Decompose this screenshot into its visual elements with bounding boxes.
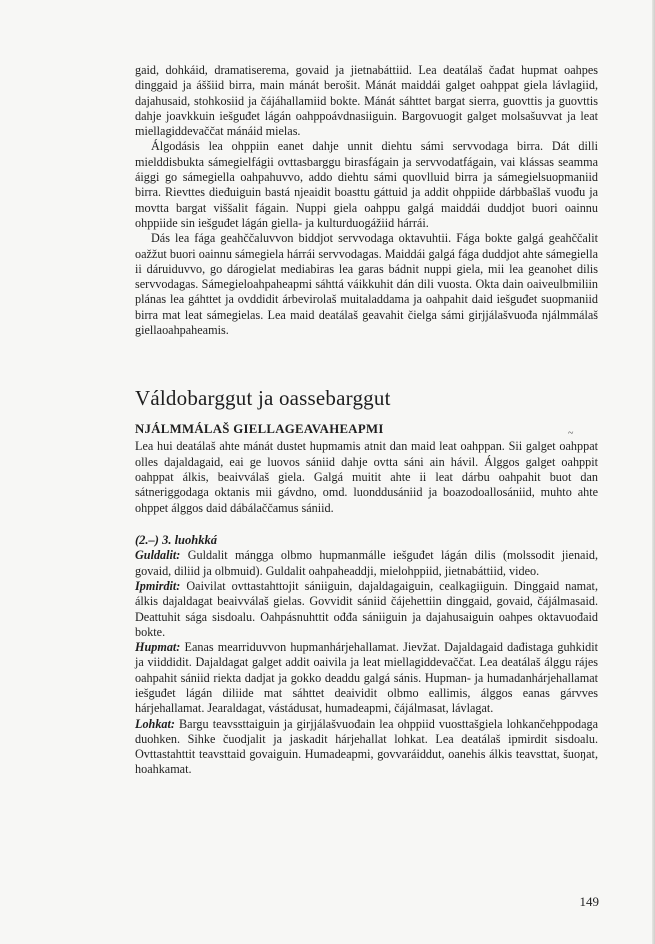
subsection-paragraph: Lea hui deatálaš ahte mánát dustet hupmamis atnit dan maid leat oahppan. Sii galget oahppat olles dajaldagaid, eai ge luovos sániid dahje ovtta sáni ain hávil. Álggos galget oahppit oahppat álkis, beaivválaš giela. Galgá muitit ahte ii leat dárbu oahpahit buot dan sátneriggodaga oktanis mii gávdno, omd. luonddusániid ja boazodoallosániid, muhto ahte ohppet álggos daid dábálaččamus sániid. [135, 439, 598, 515]
term-paragraph-guldalit [135, 548, 598, 579]
term-text: Oaivilat ovttastahttojit sániiguin, dajaldagaiguin, cealkagiiguin. Dinggaid namat, álkis dajaldagat beaivválaš gielas. Govvidit sániid čájehettiin dinggaid, govaid, čájálmasaid. Deattuhit sága sisdoalu. Oahpásnuhttit ođđa sániiguin ja dajahusaiguin oahpes oktavuođaid bokte. [135, 578, 598, 639]
term-text: Bargu teavssttaiguin ja girjjálašvuođain lea ohppiid vuosttašgiela lohkančehppodaga duohken. Sihke čuodjalit ja jaskadit hárjehallat lohkat. Lea deatálaš ipmirdit sisdoalu. Ovttastahttit teavsttaid govaiguin. Humadeapmi, govvaráiddut, oanehis álkis teavsttat, šuoŋat, hoahkamat. [135, 716, 598, 777]
term-paragraph-lohkat [135, 717, 598, 778]
page-body [135, 63, 598, 778]
page-number: 149 [579, 894, 599, 909]
term-paragraph-hupmat [135, 640, 598, 716]
term-paragraph-ipmirdit [135, 579, 598, 640]
intro-paragraph-2: Álgodásis lea ohppiin eanet dahje unnit diehtu sámi servvodaga birra. Dát dilli mielddisbukta sámegielfágii ovttasbarggu birasfágain ja servvodatfágain, vai klássas seamma áiggi go sámegiella oahpahuvvo, addo diehtu sámi quovlluid birra ja sámegielsuopmaniid birra. Rievttes dieđuiguin bastá njeaidit boasttu gáttuid ja addit ohppiide dárbbašlaš vuođu ja movtta bargat viššalit fágain. Nuppi giela oahppu galgá maiddái duddjot buori oainnu ohppiide sin iešguđet lágán giella- ja kulturduogážiid hárrái. [135, 139, 598, 230]
term-text: Eanas mearriduvvon hupmanhárjehallamat. Jievžat. Dajaldagaid dađistaga guhkidit ja viiddidit. Dajaldagat galget addit oaivila ja leat miellagiddevaččat. Lea deatálaš álggu rájes oahpahit sániid riekta dadjat ja gokko deaddu galgá sánis. Hupman- ja humadanhárjehallamat iešguđet lágán diliide mat sáhttet deaividit olbmo eallimis, álggos eanas gárvves hárjehallamat. Jearaldagat, vástádusat, humadeapmi, čájálmasat, lávlagat. [135, 640, 598, 716]
term-label: Hupmat: [135, 640, 181, 655]
subsection-title: NJÁLMMÁLAŠ GIELLAGEAVAHEAPMI [135, 422, 384, 437]
grade-heading: (2.–) 3. luohkká [135, 532, 217, 547]
term-text: Guldalit mángga olbmo hupmanmálle iešguđet lágán dilis (molssodit jienaid, govaid, diliid ja olbmuid). Guldalit oahpaheaddji, mielohppiid, jietnabáttiid, video. [135, 548, 598, 578]
intro-paragraph-3: Dás lea fága geahččaluvvon biddjot servvodaga oktavuhtii. Fága bokte galgá geahččalit oažžut buori oainnu sámegiela hárrái servvodagas. Maiddái galgá fága duddjot ahte sámegiella ii dáruiduvvo, go dárogielat mediabiras lea garas bádnit nuppi giela, mii lea geanohet dilis servvodagas. Sámegieloahpaheapmi sáhttá váikkuhit dán dili vuosta. Okta dain oaiveulbmiliin plánas lea gáhttet ja ovddidit árbevirolaš muitaladdama ja oahpahit daid iešguđet suopmaniid birra mat leat sámegielas. Lea maid deatálaš geavahit čielga sámi girjjálašvuođa njálmmálaš giellaoahpaheamis. [135, 231, 598, 338]
term-label: Lohkat: [135, 716, 175, 731]
term-label: Guldalit: [135, 548, 181, 563]
term-label: Ipmirdit: [135, 578, 181, 593]
section-title: Váldobarggut ja oassebarggut [135, 386, 391, 411]
margin-pencil-mark: ~ [568, 428, 574, 439]
intro-paragraph-1: gaid, dohkáid, dramatiserema, govaid ja jietnabáttiid. Lea deatálaš čađat hupmat oahpes dinggaid ja áššiid birra, main mánát berošit. Mánát maiddái galget oahppat giela lávlagiid, dajahusaid, stohkosiid ja čájáhallamiid bokte. Mánát sáhttet bargat sierra, guovttis ja guovttis dahje joavkkuin iešguđet lágán oahppoávdnasiiguin. Bargovuogit galget molsašuvvat ja leat miellagiddevaččat mánáid mielas. [135, 63, 598, 139]
